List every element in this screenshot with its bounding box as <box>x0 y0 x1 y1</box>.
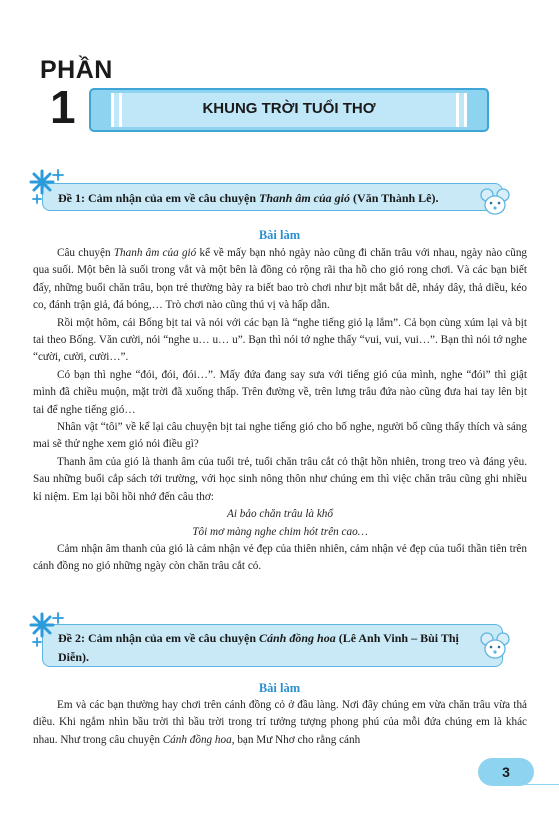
paragraph-text: kể về mấy bạn nhỏ ngày nào cũng đi chăn trâu với nhau, ngày nào cũng qua suối. Một bên là suối trong vắt và một bên là đồng cỏ rộng rãi tha hồ cho gió rong chơi. Và các bạn biết đấy, những buổi chăn trâu, bọn trẻ thường bày ra biết bao trò chơi như bịt mắt bắt dê, nhảy dây, thả diều, kéo co, đánh trận giả, đá bóng,… Trò chơi nào cũng thú vị và hấp dẫn. <box>33 247 528 312</box>
answer-1-paragraph-3: Có bạn thì nghe “đói, đói, đói…”. Mấy đứa đang say sưa với tiếng gió của mình, nghe “đói” thì giật mình đã chiều muộn, mặt trời đã xuống thấp. Trên đường về, trên lưng trâu đứa nào cũng đưa hai tay lên bịt tai để nghe tiếng gió… <box>33 368 527 416</box>
poem-line-2: Tôi mơ màng nghe chim hót trên cao… <box>192 525 368 538</box>
answer-1-paragraph-4: Nhân vật “tôi” về kể lại câu chuyện bịt tai nghe tiếng gió cho bố nghe, người bố cũng thấy thích và sáng mai sẽ thử nghe xem gió nói điều gì? <box>33 421 527 451</box>
story-title: Thanh âm của gió <box>113 247 197 259</box>
answer-1-paragraph-5: Thanh âm của gió là thanh âm của tuổi trẻ, tuổi chăn trâu cắt cỏ thật hồn nhiên, trong treo và đáng yêu. Sau những buổi cắp sách tới trường, với học sinh nông thôn như chúng em thì việc chăn trâu cũng ghi nhiều kỉ niệm. Em lại bồi hồi nhớ đến câu thơ: <box>33 455 527 503</box>
question-1-title: Thanh âm của gió <box>259 191 351 205</box>
answer-2-paragraph-1 <box>33 697 527 749</box>
answer-1-heading: Bài làm <box>258 228 301 242</box>
question-1-text-start: Đề 1: Cảm nhận của em về câu chuyện <box>58 191 259 205</box>
question-1-box <box>42 183 503 211</box>
answer-1-paragraph-1 <box>33 245 527 315</box>
footer-divider <box>510 784 559 785</box>
part-title-banner <box>89 88 489 132</box>
question-1-text-end: (Văn Thành Lê). <box>350 191 439 205</box>
answer-1-paragraph-6: Cảm nhận âm thanh của gió là cảm nhận vẻ đẹp của thiên nhiên, cảm nhận vẻ đẹp của tuổi thần tiên trên cánh đồng no gió những ngày còn chăn trâu cắt cỏ. <box>33 542 527 573</box>
question-2-title: Cánh đồng hoa <box>259 631 336 645</box>
question-2-text-end: (Lê Anh Vinh – Bùi Thị Diễn). <box>58 631 459 664</box>
sparkle-icon <box>28 167 66 205</box>
poem-line-1: Ai bảo chăn trâu là khổ <box>227 508 333 521</box>
answer-2-body <box>33 697 527 749</box>
mouse-icon <box>478 186 512 218</box>
part-title: KHUNG TRỜI TUỔI THƠ <box>202 100 376 117</box>
question-2-text-start: Đề 2: Cảm nhận của em về câu chuyện <box>58 631 259 645</box>
paragraph-text: , bạn Mư Nhơ cho rằng cánh <box>231 733 361 746</box>
mouse-icon <box>478 630 512 662</box>
story-title: Cánh đồng hoa <box>162 733 232 746</box>
part-number: 1 <box>50 81 76 133</box>
paragraph-text: Em và các bạn thường hay chơi trên cánh đồng cỏ ở đầu làng. Nơi đây chúng em vừa chăn trâu vừa thả diều. Khi ngắm nhìn bầu trời thì bầu trời trong trí tưởng tượng phong phú của mỗi đứa chúng em là khác nhau. Như trong câu chuyện <box>33 699 527 746</box>
question-2-box <box>42 624 503 667</box>
paragraph-text: Câu chuyện <box>57 247 114 259</box>
answer-2-heading: Bài làm <box>258 681 301 695</box>
page-number: 3 <box>478 758 534 786</box>
answer-1-paragraph-2: Rồi một hôm, cái Bống bịt tai và nói với các bạn là “nghe tiếng gió lạ lắm”. Cả bọn cùng xúm lại và bịt tai theo Bống. Văn cười, nói “nghe u… u… u”. Bạn thì nói tớ nghe thấy “vui, vui, vui…”. Bạn thì nói tớ nghe “cười, cười, cười…”. <box>33 316 527 364</box>
part-label: PHẦN <box>40 56 113 84</box>
answer-1-body <box>33 245 527 576</box>
sparkle-icon <box>28 610 66 648</box>
